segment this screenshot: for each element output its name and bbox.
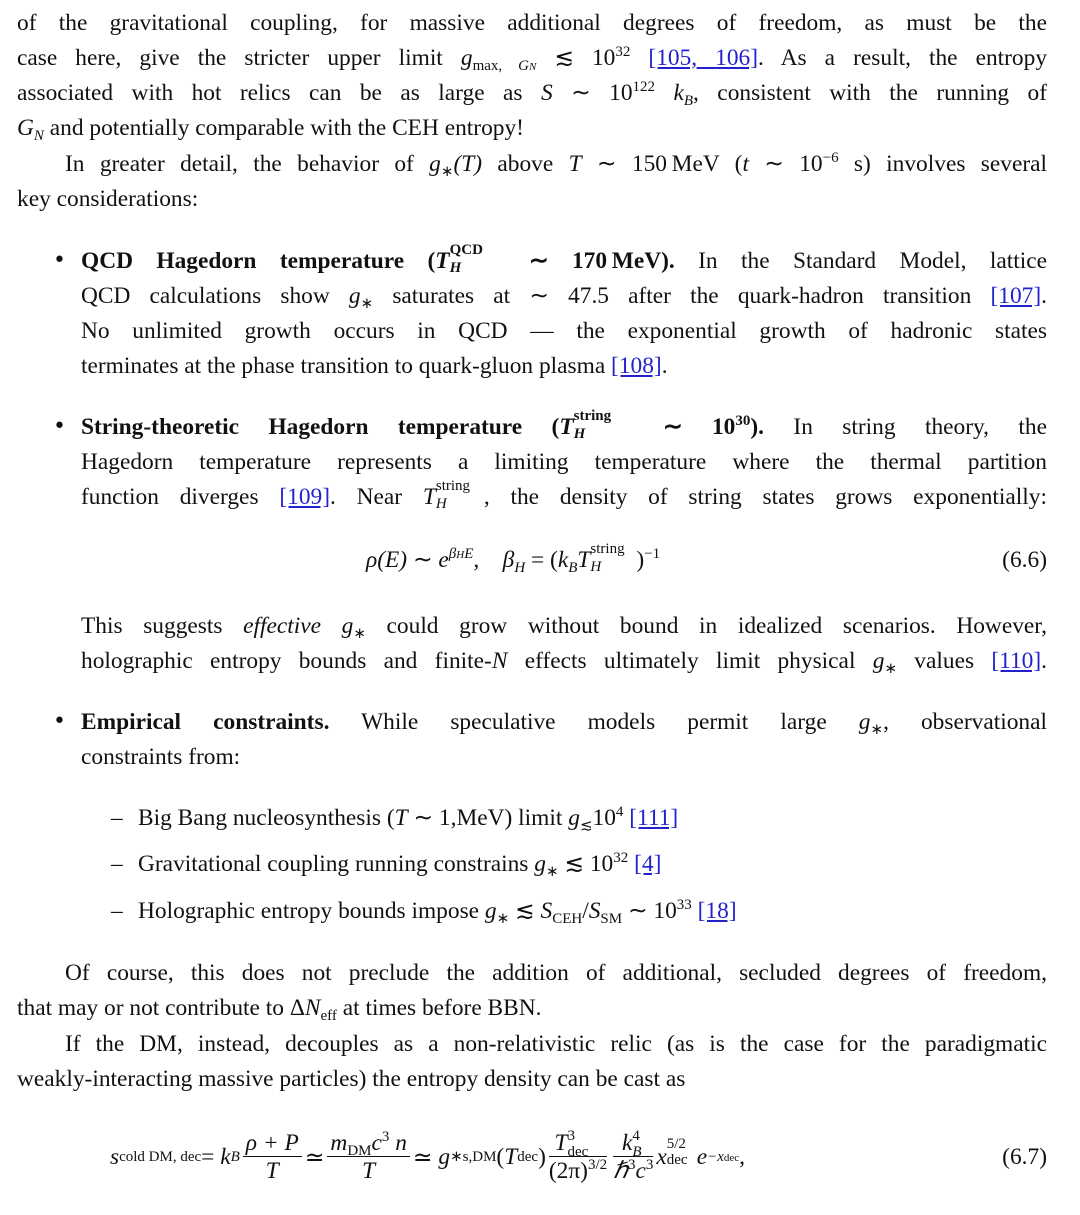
citation-109[interactable]: [109] <box>279 484 330 510</box>
para1-line2: case here, give the stricter upper limit $g_{max, GN}$ ≲ $10^{32}$ [105, 106]. As a result, the entropy <box>17 44 1048 74</box>
para2-line2: key considerations: <box>17 186 199 212</box>
equation-6-6: ρ(E) ∼ $e^{\beta HE}$, $\beta_H = (k_BT$ string H )$^{-1}$ <box>366 541 661 576</box>
dash-icon: – <box>111 898 123 924</box>
dash-icon: – <box>111 851 123 877</box>
citation-108[interactable]: [108] <box>611 353 662 379</box>
equation-number-6-7: (6.7) <box>1002 1144 1047 1170</box>
para1-line4: $G_N$ and potentially comparable with the CEH entropy! <box>17 115 524 144</box>
bullet2-title: String-theoretic Hagedorn temperature (T string H ∼ $10^{30}$). <box>81 408 765 442</box>
bullet1-line3: No unlimited growth occurs in QCD — the exponential growth of hadronic states <box>81 318 1047 344</box>
bullet1-line4: terminates at the phase transition to quark-gluon plasma [108]. <box>81 353 668 379</box>
citation-105-106[interactable]: [105, 106] <box>648 45 759 71</box>
bullet1-title: QCD Hagedorn temperature (T QCD H ∼ 170 MeV). <box>81 242 675 276</box>
citation-18[interactable]: [18] <box>697 898 737 924</box>
para4-line2: weakly-interacting massive particles) the entropy density can be cast as <box>17 1066 686 1092</box>
para4-line1: If the DM, instead, decouples as a non-relativistic relic (as is the case for the paradigmatic <box>65 1031 1047 1057</box>
fraction-tdec-over-2pi: T 3 dec $(2\pi)^{3/2}$ <box>548 1127 608 1184</box>
para2-line1: In greater detail, the behavior of $g_∗(T)$ above T ∼ 150 MeV (t ∼ $10^{-6}$ s) involves several <box>65 150 1048 180</box>
para3-line2: that may or not contribute to $\Delta N_{eff}$ at times before BBN. <box>17 995 542 1024</box>
equation-6-7: s cold DM, dec = k B $\frac{\rho + P}{T}$ ≃ $\frac{m_{DM}c^3 n}{T}$ ≃ g ∗s,DM ( T dec ) T 3 dec $(2\pi)^{3/2}$ k 4 B $\hbar^3c^3$ x 5/2 dec e −xdec , <box>110 1127 746 1184</box>
bullet3-line2: constraints from: <box>81 744 241 770</box>
fraction-mdm-over-t: $\frac{m_{DM}c^3 n}{T}$ <box>327 1130 410 1185</box>
citation-107[interactable]: [107] <box>990 283 1042 309</box>
bullet2-line3: function diverges [109]. Near T string H , the density of string states grows exponentially: <box>81 478 1047 512</box>
bullet2-line2: Hagedorn temperature represents a limiting temperature where the thermal partition <box>81 449 1047 475</box>
citation-111[interactable]: [111] <box>629 805 679 831</box>
citation-110[interactable]: [110] <box>991 648 1042 674</box>
bullet-icon: • <box>53 248 66 273</box>
para1-line3: associated with hot relics can be as large as S ∼ $10^{122}$ $k_B$, consistent with the running of <box>17 79 1047 109</box>
bullet2-after-line1: This suggests effective $g_∗$ could grow without bound in idealized scenarios. However, <box>81 613 1047 642</box>
bullet1-line2: QCD calculations show $g_∗$ saturates at ∼ 47.5 after the quark-hadron transition [107]. <box>81 283 1047 312</box>
citation-4[interactable]: [4] <box>634 851 662 877</box>
bullet2-line1: String-theoretic Hagedorn temperature (T string H ∼ $10^{30}$). In string theory, the <box>81 408 1047 442</box>
subitem-bbn: Big Bang nucleosynthesis (T ∼ 1,MeV) limit $g_≲10^4$ [111] <box>138 804 679 834</box>
subitem-gravitational: Gravitational coupling running constrains $g_∗$ ≲ $10^{32}$ [4] <box>138 850 662 880</box>
bullet-icon: • <box>53 414 66 439</box>
bullet1-line1: QCD Hagedorn temperature (T QCD H ∼ 170 MeV). In the Standard Model, lattice <box>81 242 1047 276</box>
equation-number-6-6: (6.6) <box>1002 547 1047 573</box>
subitem-holographic: Holographic entropy bounds impose $g_∗$ ≲ $S_{CEH}/S_{SM}$ ∼ $10^{33}$ [18] <box>138 897 737 927</box>
bullet-icon: • <box>53 709 66 734</box>
bullet3-line1: Empirical constraints. While speculative models permit large $g_∗$, observational <box>81 709 1047 738</box>
bullet2-after-line2: holographic entropy bounds and finite-N effects ultimately limit physical $g_∗$ values [110]. <box>81 648 1047 677</box>
fraction-kb-over-hbar: k 4 B $\hbar^3c^3$ <box>613 1127 654 1184</box>
bullet3-title: Empirical constraints. <box>81 709 330 735</box>
para1-line1: of the gravitational coupling, for massive additional degrees of freedom, as must be the <box>17 10 1047 36</box>
dash-icon: – <box>111 805 123 831</box>
fraction-rho-p-over-t: $\frac{\rho + P}{T}$ <box>243 1130 302 1185</box>
para3-line1: Of course, this does not preclude the addition of additional, secluded degrees of freedom, <box>65 960 1047 986</box>
